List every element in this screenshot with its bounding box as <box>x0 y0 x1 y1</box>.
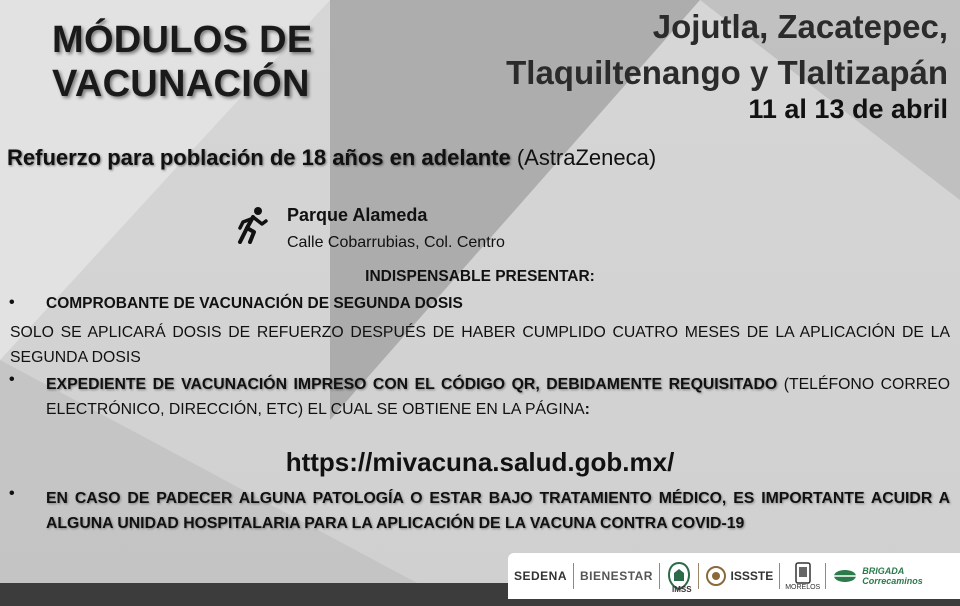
title-line-1: MÓDULOS DE <box>52 19 313 61</box>
brigada-correcaminos-logo <box>826 556 929 596</box>
booster-line <box>7 145 656 171</box>
places-line-2: Tlaquiltenango y Tlaltizapán <box>506 54 948 91</box>
record-bold-text: EXPEDIENTE DE VACUNACIÓN IMPRESO CON EL CÓDIGO QR, DEBIDAMENTE REQUISITADO <box>46 376 778 393</box>
issste-label: ISSSTE <box>730 569 774 583</box>
brigada-label: BRIGADA <box>862 566 905 576</box>
places-line-1: Jojutla, Zacatepec, <box>652 8 948 45</box>
registration-url[interactable]: https://mivacuna.salud.gob.mx/ <box>285 447 675 477</box>
booster-vaccine: (AstraZeneca) <box>510 145 657 170</box>
dates: 11 al 13 de abril <box>748 94 948 124</box>
person-walking-icon <box>234 206 268 244</box>
title-line-2: VACUNACIÓN <box>52 63 310 105</box>
imss-logo <box>660 556 698 596</box>
bullet-3: • <box>9 485 15 502</box>
morelos-shield-icon <box>795 562 811 584</box>
medical-condition-warning: EN CASO DE PADECER ALGUNA PATOLOGÍA O ESTAR BAJO TRATAMIENTO MÉDICO, ES IMPORTANTE ACUIDR A ALGUNA UNIDAD HOSPITALARIA PARA LA APLICACIÓN DE LA VACUNA CONTRA COVID-19 <box>46 490 950 532</box>
correcaminos-label: Correcaminos <box>862 576 923 586</box>
issste-emblem-icon <box>705 565 727 587</box>
bienestar-logo: BIENESTAR <box>580 569 653 583</box>
record-details: (TELÉFONO CORREO ELECTRÓNICO, DIRECCIÓN, ETC) EL CUAL SE OBTIENE EN LA PÁGINA <box>46 376 950 418</box>
municipalities <box>506 4 948 96</box>
record-colon: : <box>584 401 590 418</box>
requirement-vaccination-proof: COMPROBANTE DE VACUNACIÓN DE SEGUNDA DOSIS <box>46 295 463 312</box>
requirements-heading: INDISPENSABLE PRESENTAR: <box>365 268 595 285</box>
poster-title <box>52 18 313 106</box>
venue-address: Calle Cobarrubias, Col. Centro <box>287 234 505 251</box>
venue-name: Parque Alameda <box>287 205 428 225</box>
booster-target: Refuerzo para población de 18 años en adelante <box>7 145 511 170</box>
roadrunner-icon <box>832 567 858 585</box>
issste-logo <box>699 556 780 596</box>
requirement-vaccination-record <box>46 372 950 422</box>
brigada-text <box>862 566 923 586</box>
bullet-2: • <box>9 371 15 388</box>
institution-logos <box>508 553 960 599</box>
booster-note: SOLO SE APLICARÁ DOSIS DE REFUERZO DESPUÉS DE HABER CUMPLIDO CUATRO MESES DE LA APLICACIÓN DE LA SEGUNDA DOSIS <box>10 324 950 366</box>
imss-label: IMSS <box>671 584 692 594</box>
morelos-label: MORELOS <box>785 583 821 591</box>
sedena-logo: SEDENA <box>514 569 568 583</box>
morelos-logo <box>780 556 825 596</box>
bullet-1: • <box>9 294 15 311</box>
